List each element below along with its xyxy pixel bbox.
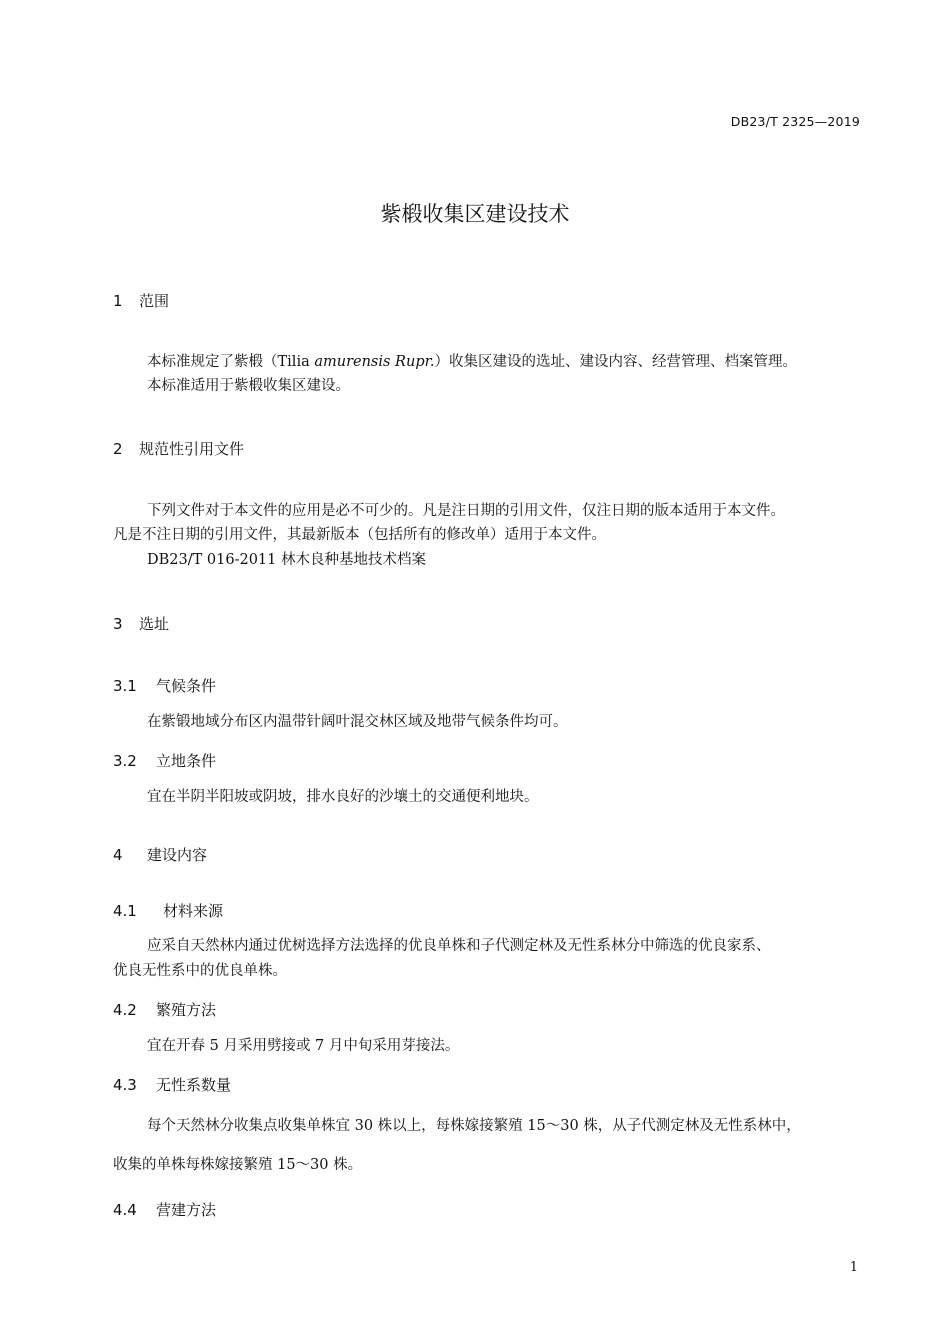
section-4-heading xyxy=(113,844,207,865)
paragraph: 收集的单株每株嫁接繁殖 15～30 株。 xyxy=(113,1157,363,1173)
section-title: 规范性引用文件 xyxy=(139,440,245,458)
subsection-number: 3.1 xyxy=(113,677,137,695)
subsection-title: 营建方法 xyxy=(156,1201,217,1219)
document-title: 紫椴收集区建设技术 xyxy=(380,202,570,226)
text-run: 本标准规定了紫椴（Tilia xyxy=(147,354,315,370)
subsection-title: 繁殖方法 xyxy=(156,1001,217,1019)
section-number: 4 xyxy=(113,846,123,864)
paragraph: 下列文件对于本文件的应用是必不可少的。凡是注日期的引用文件，仅注日期的版本适用于本文件。 xyxy=(147,503,785,519)
subsection-title: 气候条件 xyxy=(156,677,217,695)
subsection-title: 无性系数量 xyxy=(156,1076,232,1094)
subsection-title: 立地条件 xyxy=(156,752,217,770)
reference-entry: DB23/T 016-2011 林木良种基地技术档案 xyxy=(147,552,426,568)
subsection-4-4-heading xyxy=(113,1199,216,1220)
section-3-heading xyxy=(113,613,169,634)
subsection-number: 4.2 xyxy=(113,1001,137,1019)
species-name: amurensis Rupr. xyxy=(314,354,435,370)
subsection-4-1-heading xyxy=(113,900,223,921)
section-2-heading xyxy=(113,438,244,459)
subsection-number: 4.1 xyxy=(113,902,137,920)
subsection-3-1-heading xyxy=(113,675,216,696)
subsection-title: 材料来源 xyxy=(163,902,224,920)
paragraph: 凡是不注日期的引用文件，其最新版本（包括所有的修改单）适用于本文件。 xyxy=(113,527,606,543)
paragraph: 宜在开春 5 月采用劈接或 7 月中旬采用芽接法。 xyxy=(147,1038,460,1054)
paragraph: 每个天然林分收集点收集单株宜 30 株以上，每株嫁接繁殖 15～30 株，从子代测定林及无性系林中， xyxy=(147,1118,801,1134)
text-run: ）收集区建设的选址、建设内容、经营管理、档案管理。 xyxy=(434,354,798,370)
paragraph xyxy=(147,350,797,374)
document-code: DB23/T 2325—2019 xyxy=(730,114,860,129)
subsection-number: 4.3 xyxy=(113,1076,137,1094)
paragraph: 优良无性系中的优良单株。 xyxy=(113,963,287,979)
subsection-number: 4.4 xyxy=(113,1201,137,1219)
paragraph: 在紫锻地域分布区内温带针阔叶混交林区域及地带气候条件均可。 xyxy=(147,714,568,730)
subsection-4-3-heading xyxy=(113,1074,231,1095)
section-number: 2 xyxy=(113,440,123,458)
subsection-4-2-heading xyxy=(113,999,216,1020)
subsection-number: 3.2 xyxy=(113,752,137,770)
paragraph: 应采自天然林内通过优树选择方法选择的优良单株和子代测定林及无性系林分中筛选的优良家系、 xyxy=(147,938,771,954)
section-title: 选址 xyxy=(139,615,170,633)
section-title: 范围 xyxy=(139,292,170,310)
subsection-3-2-heading xyxy=(113,750,216,771)
section-title: 建设内容 xyxy=(147,846,208,864)
section-number: 3 xyxy=(113,615,123,633)
section-1-heading xyxy=(113,290,169,311)
section-number: 1 xyxy=(113,292,123,310)
paragraph: 本标准适用于紫椴收集区建设。 xyxy=(147,378,350,394)
paragraph: 宜在半阴半阳坡或阴坡，排水良好的沙壤土的交通便利地块。 xyxy=(147,789,539,805)
page-number: 1 xyxy=(849,1260,858,1275)
